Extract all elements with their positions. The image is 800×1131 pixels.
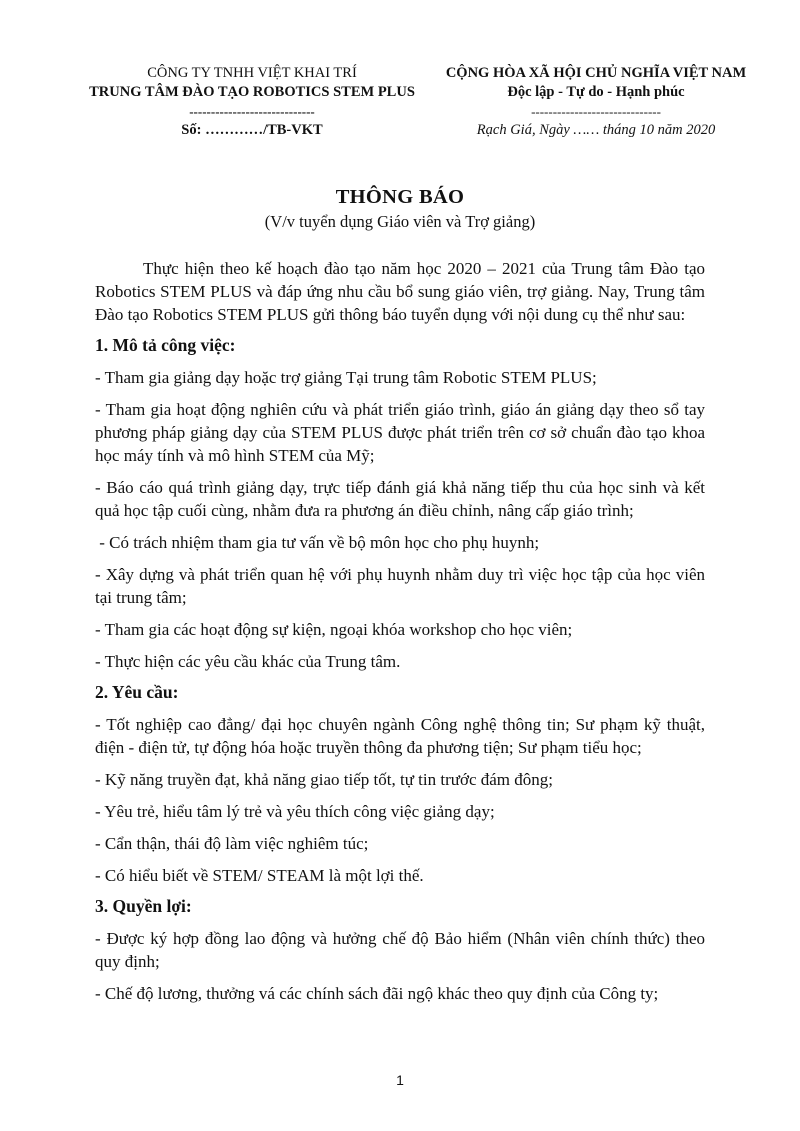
- national-motto: Độc lập - Tự do - Hạnh phúc: [507, 84, 685, 100]
- document-number: Số: …………/TB-VKT: [181, 122, 323, 138]
- list-item: - Thực hiện các yêu cầu khác của Trung tâm.: [95, 652, 401, 671]
- list-item: - Tốt nghiệp cao đẳng/ đại học chuyên ngành Công nghệ thông tin; Sư phạm kỹ thuật, điện - điện tử, tự động hóa hoặc truyền thông đa phương tiện; Sư phạm tiểu học;: [95, 715, 705, 757]
- section-heading-requirements: 2. Yêu cầu:: [95, 682, 179, 702]
- list-item: - Báo cáo quá trình giảng dạy, trực tiếp đánh giá khả năng tiếp thu của học sinh và kết quả học tập cuối cùng, nhằm đưa ra phương án điều chỉnh, nâng cấp giáo trình;: [95, 478, 705, 520]
- list-item: - Tham gia giảng dạy hoặc trợ giảng Tại trung tâm Robotic STEM PLUS;: [95, 368, 597, 387]
- list-item: - Xây dựng và phát triển quan hệ với phụ huynh nhằm duy trì việc học tập của học viên tại trung tâm;: [95, 565, 705, 607]
- document-subtitle: (V/v tuyển dụng Giáo viên và Trợ giảng): [264, 212, 536, 231]
- document-title: THÔNG BÁO: [335, 186, 465, 208]
- place-date: Rạch Giá, Ngày …… tháng 10 năm 2020: [476, 122, 716, 138]
- center-name: TRUNG TÂM ĐÀO TẠO ROBOTICS STEM PLUS: [89, 84, 415, 100]
- page-number: 1: [396, 1072, 404, 1088]
- list-item: - Có hiểu biết về STEM/ STEAM là một lợi thế.: [95, 866, 424, 885]
- list-item: - Tham gia hoạt động nghiên cứu và phát triển giáo trình, giáo án giảng dạy theo sổ tay phương pháp giảng dạy của STEM PLUS được phát triển trên cơ sở chuẩn đào tạo khoa học máy tính và mô hình STEM của Mỹ;: [95, 400, 705, 465]
- list-item: - Tham gia các hoạt động sự kiện, ngoại khóa workshop cho học viên;: [95, 620, 573, 639]
- section-heading-benefits: 3. Quyền lợi:: [95, 896, 192, 916]
- list-item: - Kỹ năng truyền đạt, khả năng giao tiếp tốt, tự tin trước đám đông;: [95, 770, 553, 789]
- nation-title: CỘNG HÒA XÃ HỘI CHỦ NGHĨA VIỆT NAM: [445, 65, 747, 81]
- list-item: - Yêu trẻ, hiểu tâm lý trẻ và yêu thích công việc giảng dạy;: [95, 802, 495, 821]
- list-item: - Được ký hợp đồng lao động và hưởng chế độ Bảo hiểm (Nhân viên chính thức) theo quy định;: [95, 929, 705, 971]
- issuer-block: [82, 64, 422, 140]
- intro-paragraph: Thực hiện theo kế hoạch đào tạo năm học 2020 – 2021 của Trung tâm Đào tạo Robotics STEM PLUS và đáp ứng nhu cầu bổ sung giáo viên, trợ giảng. Nay, Trung tâm Đào tạo Robotics STEM PLUS gửi thông báo tuyển dụng với nội dung cụ thể như sau:: [95, 259, 705, 324]
- list-item: - Cẩn thận, thái độ làm việc nghiêm túc;: [95, 834, 369, 853]
- national-block: [426, 64, 766, 140]
- document-body: [95, 257, 705, 1005]
- list-item: - Chế độ lương, thưởng vá các chính sách đãi ngộ khác theo quy định của Công ty;: [95, 984, 659, 1003]
- company-name: CÔNG TY TNHH VIỆT KHAI TRÍ: [147, 65, 357, 81]
- list-item: - Có trách nhiệm tham gia tư vấn về bộ môn học cho phụ huynh;: [95, 533, 540, 552]
- section-heading-job-description: 1. Mô tả công việc:: [95, 335, 236, 355]
- issuer-divider: -----------------------------: [189, 104, 315, 119]
- national-divider: ------------------------------: [531, 104, 661, 119]
